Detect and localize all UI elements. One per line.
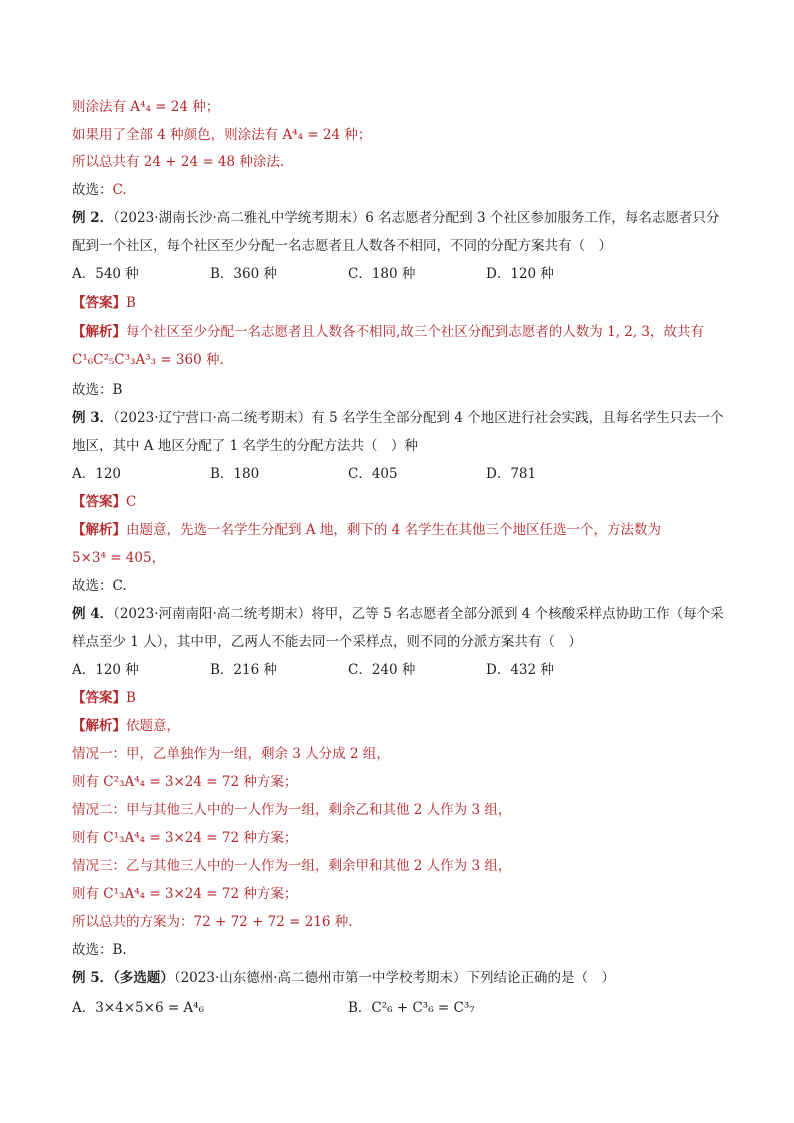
text-line: 如果用了全部 4 种颜色，则涂法有 A⁴₄ = 24 种； — [72, 127, 372, 143]
option-c: C．180 种 — [348, 266, 416, 282]
analysis-case-result: 则有 C²₃A⁴₄ = 3×24 = 72 种方案； — [72, 774, 298, 790]
option-b: B．216 种 — [210, 662, 277, 678]
choose-line: 故选：C. — [72, 182, 127, 198]
option-b: B．360 种 — [210, 266, 277, 282]
example-3-stem: 例 3．（2023·辽宁营口·高二统考期末）有 5 名学生全部分配到 4 个地区进行社会实践，且每名学生只去一个 — [72, 410, 724, 426]
option-d: D．781 — [486, 466, 537, 482]
choose-line: 故选：C. — [72, 578, 127, 594]
example-4-stem-2: 样点至少 1 人），其中甲，乙两人不能去同一个采样点，则不同的分派方案共有（ ） — [72, 634, 582, 650]
question-tag: （多选题） — [113, 970, 174, 986]
example-2-stem: 例 2．（2023·湖南长沙·高二雅礼中学统考期末）6 名志愿者分配到 3 个社区参加服务工作，每名志愿者只分 — [72, 210, 720, 226]
analysis-case: 情况三：乙与其他三人中的一人作为一组，剩余甲和其他 2 人作为 3 组， — [72, 858, 512, 874]
answer-line — [72, 688, 732, 708]
option-b: B．C²₆ + C³₆ = C³₇ — [348, 1000, 475, 1016]
choose-line: 故选：B. — [72, 942, 127, 958]
option-d: D．432 种 — [486, 662, 554, 678]
analysis-line: 【解析】每个社区至少分配一名志愿者且人数各不相同,故三个社区分配到志愿者的人数为 1, 2, 3，故共有 — [72, 324, 705, 340]
answer-value: B — [126, 295, 136, 311]
analysis-tag: 【解析】 — [72, 324, 126, 340]
option-b: B．180 — [210, 466, 260, 482]
analysis-case-result: 则有 C¹₃A⁴₄ = 3×24 = 72 种方案； — [72, 830, 298, 846]
example-2-stem-2: 配到一个社区，每个社区至少分配一名志愿者且人数各不相同，不同的分配方案共有（ ） — [72, 238, 612, 254]
analysis-line: 【解析】依题意， — [72, 718, 180, 734]
example-4-stem: 例 4．（2023·河南南阳·高二统考期末）将甲，乙等 5 名志愿者全部分派到 4 个核酸采样点协助工作（每个采 — [72, 606, 724, 622]
option-c: C．405 — [348, 466, 398, 482]
example-label: 例 4． — [72, 606, 114, 622]
analysis-line-2: C¹₆C²₅C³₃A³₃ = 360 种. — [72, 352, 224, 368]
option-a: A．3×4×5×6 = A⁴₆ — [72, 1000, 205, 1016]
answer-tag: 【答案】 — [72, 295, 126, 311]
answer-value: B — [126, 690, 136, 706]
choose-line: 故选：B — [72, 382, 123, 398]
answer-line — [72, 293, 732, 313]
text-line: 所以总共有 24 + 24 = 48 种涂法. — [72, 154, 285, 170]
answer-tag: 【答案】 — [72, 690, 126, 706]
analysis-case: 情况一：甲，乙单独作为一组，剩余 3 人分成 2 组， — [72, 746, 390, 762]
example-3-stem-2: 地区，其中 A 地区分配了 1 名学生的分配方法共（ ）种 — [72, 438, 419, 454]
option-a: A．120 种 — [72, 662, 139, 678]
example-label: 例 2． — [72, 210, 114, 226]
option-a: A．120 — [72, 466, 122, 482]
answer-value: C — [126, 494, 137, 510]
answer-tag: 【答案】 — [72, 494, 126, 510]
text-line: 则涂法有 A⁴₄ = 24 种； — [72, 99, 220, 115]
analysis-tag: 【解析】 — [72, 718, 126, 734]
option-d: D．120 种 — [486, 266, 554, 282]
example-label: 例 5． — [72, 970, 114, 986]
example-5-stem: 例 5．（多选题）（2023·山东德州·高二德州市第一中学校考期末）下列结论正确的是（ ） — [72, 970, 616, 986]
option-a: A．540 种 — [72, 266, 139, 282]
answer-line — [72, 492, 732, 512]
analysis-total: 所以总共的方案为：72 + 72 + 72 = 216 种. — [72, 914, 353, 930]
example-label: 例 3． — [72, 410, 114, 426]
analysis-tag: 【解析】 — [72, 522, 126, 538]
analysis-case: 情况二：甲与其他三人中的一人作为一组，剩余乙和其他 2 人作为 3 组， — [72, 802, 512, 818]
analysis-case-result: 则有 C¹₃A⁴₄ = 3×24 = 72 种方案； — [72, 886, 298, 902]
analysis-line-2: 5×3⁴ = 405， — [72, 550, 166, 566]
option-c: C．240 种 — [348, 662, 416, 678]
analysis-line: 【解析】由题意，先选一名学生分配到 A 地，剩下的 4 名学生在其他三个地区任选一个，方法数为 — [72, 522, 662, 538]
